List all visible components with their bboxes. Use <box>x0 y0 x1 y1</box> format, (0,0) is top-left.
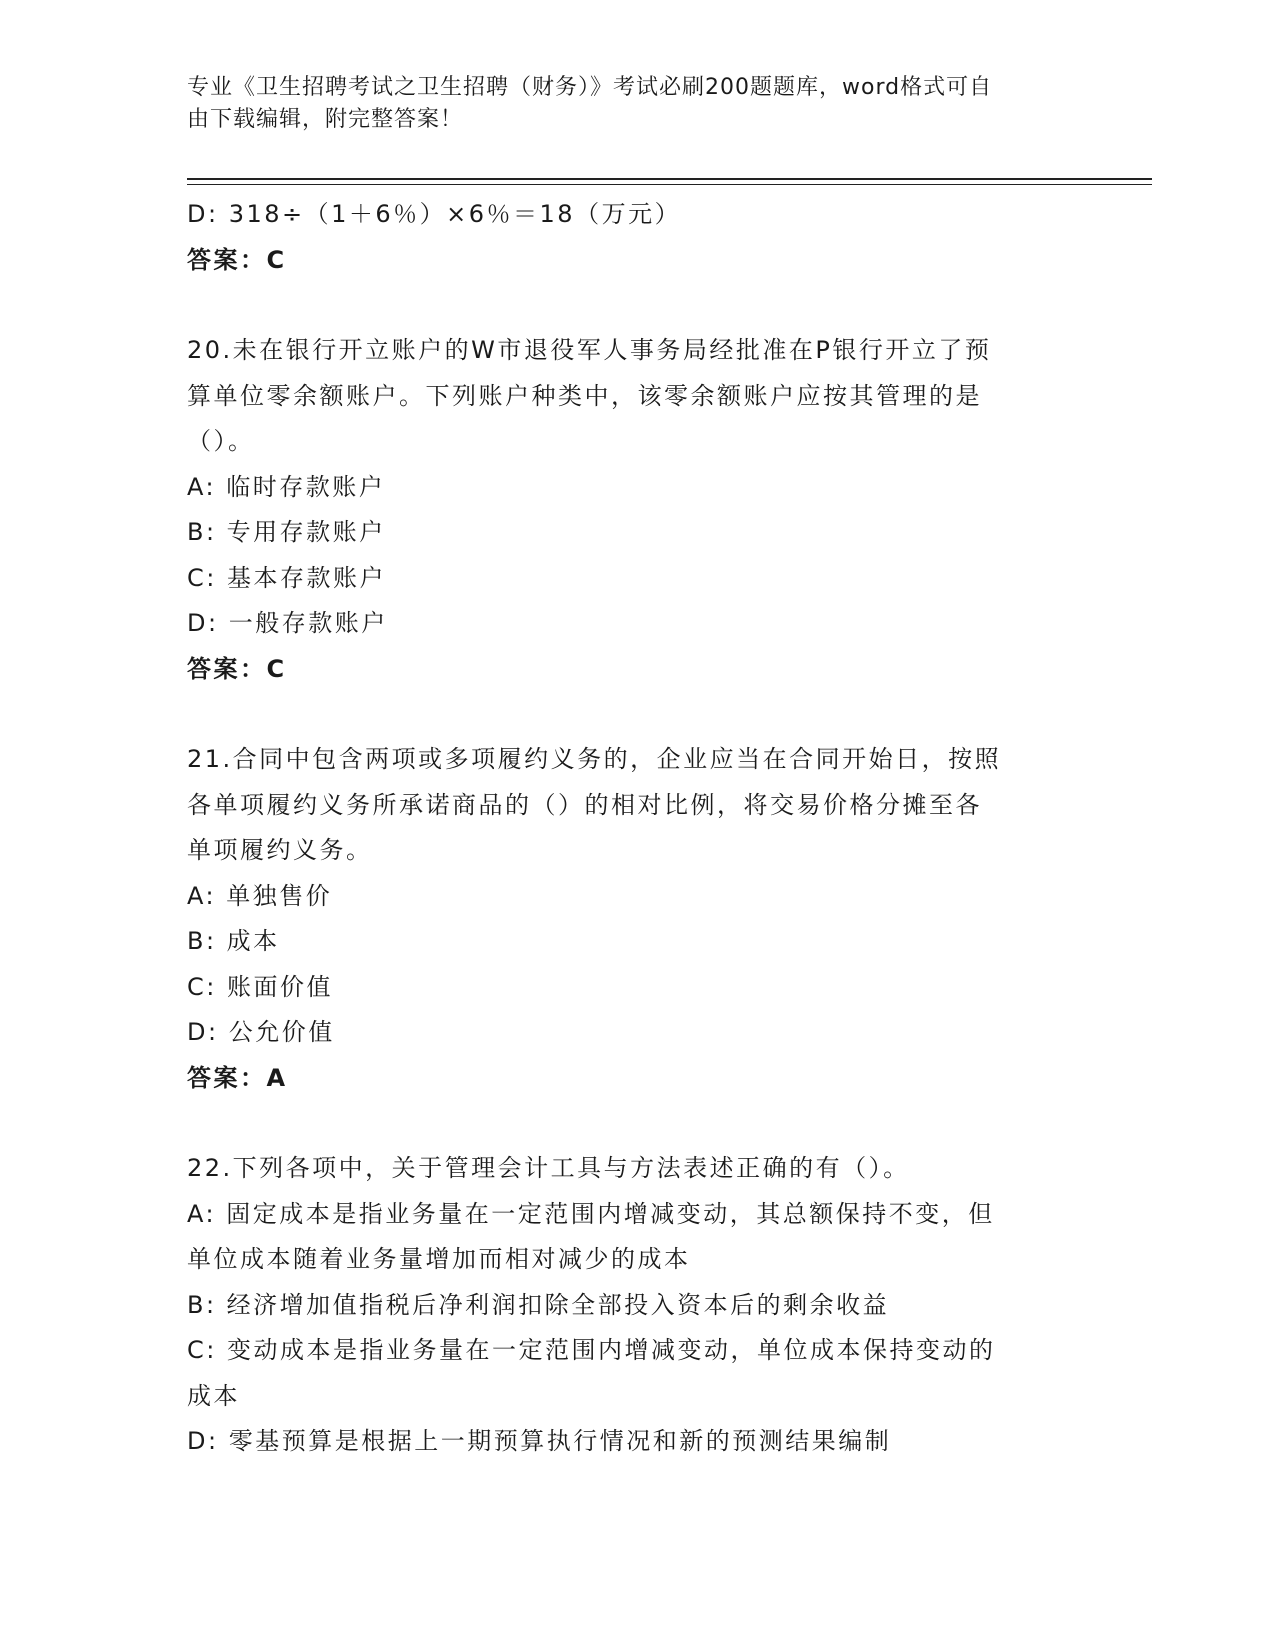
option-a: A: 临时存款账户 <box>187 472 386 501</box>
question-spacer <box>187 692 1087 737</box>
stem-line: 20.未在银行开立账户的W市退役军人事务局经批准在P银行开立了预 <box>187 336 992 364</box>
stem-line: 各单项履约义务所承诺商品的（）的相对比例，将交易价格分摊至各 <box>187 790 982 819</box>
question-21 <box>187 737 1087 1101</box>
question-22 <box>187 1146 1087 1465</box>
answer-line: 答案：A <box>187 1063 288 1092</box>
stem-line: 22.下列各项中，关于管理会计工具与方法表述正确的有（）。 <box>187 1154 910 1182</box>
option-d: D: 一般存款账户 <box>187 609 388 637</box>
header-divider-thick <box>187 178 1152 180</box>
answer-line: 答案：C <box>187 654 287 683</box>
answer-line: 答案：C <box>187 245 287 274</box>
prev-question-tail <box>187 192 1087 283</box>
option-d: D: 318÷（1＋6％）×6％＝18（万元） <box>187 200 682 228</box>
option-a: A: 固定成本是指业务量在一定范围内增减变动，其总额保持不变，但 <box>187 1199 995 1228</box>
stem-line: 21.合同中包含两项或多项履约义务的，企业应当在合同开始日，按照 <box>187 745 1002 773</box>
header-title-line-1: 专业《卫生招聘考试之卫生招聘（财务）》考试必刷200题题库，word格式可自 <box>187 75 993 100</box>
question-stem <box>187 1146 1087 1192</box>
option-c: C: 基本存款账户 <box>187 563 386 592</box>
option-c-continued: 成本 <box>187 1381 240 1410</box>
document-body <box>187 192 1087 1465</box>
option-c: C: 变动成本是指业务量在一定范围内增减变动，单位成本保持变动的 <box>187 1336 996 1364</box>
question-stem <box>187 737 1087 874</box>
header-title-line-2: 由下载编辑，附完整答案！ <box>187 107 464 132</box>
header-divider-thin <box>187 184 1152 185</box>
stem-line: 单项履约义务。 <box>187 836 373 864</box>
question-20 <box>187 328 1087 692</box>
option-d: D: 零基预算是根据上一期预算执行情况和新的预测结果编制 <box>187 1427 892 1455</box>
option-a-continued: 单位成本随着业务量增加而相对减少的成本 <box>187 1245 691 1273</box>
option-b: B: 成本 <box>187 927 280 955</box>
question-stem <box>187 328 1087 465</box>
option-a: A: 单独售价 <box>187 881 333 910</box>
stem-line: 算单位零余额账户。下列账户种类中，该零余额账户应按其管理的是 <box>187 381 982 410</box>
question-spacer <box>187 283 1087 328</box>
stem-line: （）。 <box>187 427 255 455</box>
document-header <box>187 72 1067 136</box>
option-d: D: 公允价值 <box>187 1018 335 1046</box>
option-b: B: 专用存款账户 <box>187 518 386 546</box>
option-c: C: 账面价值 <box>187 972 333 1001</box>
option-b: B: 经济增加值指税后净利润扣除全部投入资本后的剩余收益 <box>187 1290 890 1319</box>
question-spacer <box>187 1101 1087 1146</box>
